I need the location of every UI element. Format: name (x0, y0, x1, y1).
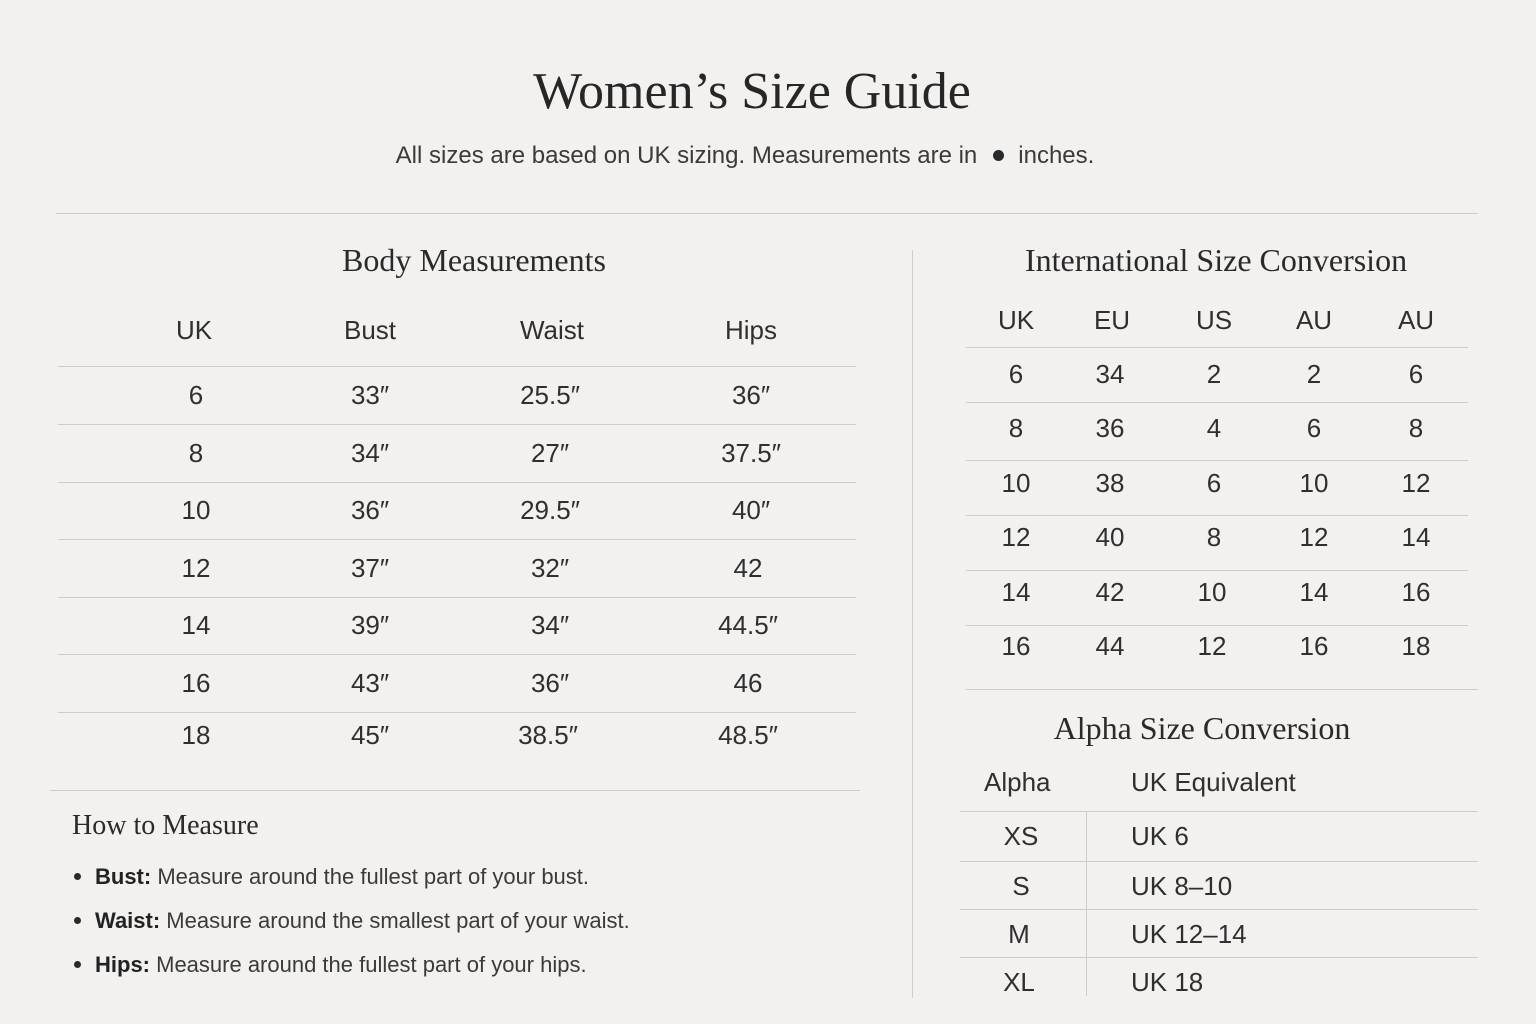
list-item (72, 864, 589, 890)
table-row (966, 516, 1468, 571)
table-row (58, 540, 856, 598)
table-cell: 6 (1306, 413, 1322, 443)
international-conversion-title: International Size Conversion (1024, 242, 1408, 278)
table-cell: UK 8–10 (1131, 871, 1233, 901)
table-row (966, 348, 1468, 403)
table-cell: 40″ (731, 495, 771, 525)
list-item (72, 952, 587, 978)
measure-description: Measure around the smallest part of your waist. (160, 908, 630, 933)
table-cell: 10 (1299, 468, 1329, 498)
table-row (960, 957, 1478, 1006)
column-header: UK (997, 305, 1035, 335)
section-divider (966, 689, 1478, 690)
table-row (58, 655, 856, 713)
bullet-icon (74, 961, 81, 968)
table-cell: 4 (1206, 413, 1222, 443)
table-cell: 39″ (350, 610, 390, 640)
header-divider (56, 213, 1478, 214)
table-cell: 12 (1197, 631, 1227, 661)
table-cell: 16 (181, 668, 211, 698)
table-row (966, 406, 1468, 461)
table-cell: 32″ (530, 553, 570, 583)
table-cell: 16 (1401, 577, 1431, 607)
column-divider (912, 250, 913, 998)
table-row (58, 482, 856, 540)
column-header: UK (175, 315, 213, 345)
page-title: Women’s Size Guide (533, 63, 971, 120)
table-cell: 12 (1299, 522, 1329, 552)
table-cell: 46 (733, 668, 763, 698)
table-cell: 48.5″ (718, 720, 778, 750)
measure-term: Waist: (95, 908, 161, 933)
table-cell: 42 (733, 553, 763, 583)
table-cell: 36″ (350, 495, 390, 525)
table-cell: 44 (1095, 631, 1125, 661)
column-header: Waist (519, 315, 585, 345)
table-cell: 37.5″ (721, 438, 781, 468)
table-cell: 18 (181, 720, 211, 750)
table-cell: 25.5″ (520, 380, 580, 410)
column-header: UK Equivalent (1131, 767, 1296, 797)
column-header: Bust (343, 315, 397, 345)
column-header: Hips (724, 315, 777, 345)
table-cell: 16 (1001, 631, 1031, 661)
table-cell: 34″ (530, 610, 570, 640)
international-header (966, 297, 1468, 348)
list-item (72, 908, 630, 934)
table-row (966, 461, 1468, 516)
column-header: EU (1093, 305, 1131, 335)
table-cell: UK 18 (1131, 967, 1204, 997)
table-cell: 18 (1401, 631, 1431, 661)
table-cell: 34 (1095, 359, 1125, 389)
table-cell: 12 (181, 553, 211, 583)
table-row (960, 909, 1478, 958)
table-cell: 14 (1299, 577, 1329, 607)
table-cell: 36 (1095, 413, 1125, 443)
table-cell: 14 (1401, 522, 1431, 552)
table-row (58, 707, 856, 764)
table-cell: 34″ (350, 438, 390, 468)
table-cell: 14 (181, 610, 211, 640)
table-cell: 42 (1095, 577, 1125, 607)
table-cell: 2 (1206, 359, 1222, 389)
table-cell: 10 (1197, 577, 1227, 607)
table-cell: 16 (1299, 631, 1329, 661)
table-cell: 2 (1306, 359, 1322, 389)
alpha-column-divider (1086, 812, 1087, 996)
column-header: AU (1397, 305, 1435, 335)
column-header: AU (1295, 305, 1333, 335)
table-cell: 27″ (530, 438, 570, 468)
table-cell: 36″ (731, 380, 771, 410)
bullet-icon (74, 873, 81, 880)
measure-term: Bust: (95, 864, 152, 889)
table-cell: UK 6 (1131, 821, 1189, 851)
alpha-conversion-title: Alpha Size Conversion (1053, 710, 1351, 746)
table-cell: XS (1003, 821, 1039, 851)
subtitle-unit: inches. (1018, 142, 1095, 169)
table-cell: 44.5″ (718, 610, 778, 640)
body-measurements-title: Body Measurements (342, 242, 606, 278)
table-row (960, 811, 1478, 860)
table-row (966, 625, 1468, 679)
table-cell: M (1008, 919, 1030, 949)
bullet-dot-icon (993, 150, 1004, 161)
table-cell: 38 (1095, 468, 1125, 498)
table-cell: 6 (1408, 359, 1424, 389)
measure-description: Measure around the fullest part of your hips. (150, 952, 587, 977)
subtitle-text: All sizes are based on UK sizing. Measurements are in (395, 142, 978, 169)
table-cell: 45″ (350, 720, 390, 750)
table-cell: 8 (1206, 522, 1222, 552)
table-row (58, 425, 856, 483)
column-header: US (1195, 305, 1233, 335)
table-cell: 8 (188, 438, 204, 468)
measure-term: Hips: (95, 952, 150, 977)
table-cell: UK 12–14 (1131, 919, 1247, 949)
table-cell: 14 (1001, 577, 1031, 607)
table-cell: 12 (1001, 522, 1031, 552)
body-measurements-header (58, 302, 856, 367)
table-cell: 37″ (350, 553, 390, 583)
bullet-icon (74, 917, 81, 924)
table-row (58, 597, 856, 655)
table-cell: 10 (1001, 468, 1031, 498)
table-cell: XL (1003, 967, 1035, 997)
table-cell: 43″ (350, 668, 390, 698)
table-cell: 12 (1401, 468, 1431, 498)
table-cell: 33″ (350, 380, 390, 410)
page-subtitle (0, 142, 1490, 170)
table-row (58, 367, 856, 425)
table-cell: 6 (1206, 468, 1222, 498)
table-cell: 6 (1008, 359, 1024, 389)
table-row (966, 571, 1468, 626)
table-cell: 10 (181, 495, 211, 525)
table-cell: 8 (1008, 413, 1024, 443)
table-cell: 6 (188, 380, 204, 410)
table-cell: 40 (1095, 522, 1125, 552)
section-divider (50, 790, 860, 791)
table-cell: 36″ (530, 668, 570, 698)
table-cell: 8 (1408, 413, 1424, 443)
table-cell: 29.5″ (520, 495, 580, 525)
how-to-measure-title: How to Measure (72, 810, 259, 841)
measure-description: Measure around the fullest part of your bust. (151, 864, 590, 889)
column-header: Alpha (984, 767, 1051, 797)
table-cell: S (1012, 871, 1030, 901)
table-cell: 38.5″ (518, 720, 578, 750)
table-row (960, 861, 1478, 910)
